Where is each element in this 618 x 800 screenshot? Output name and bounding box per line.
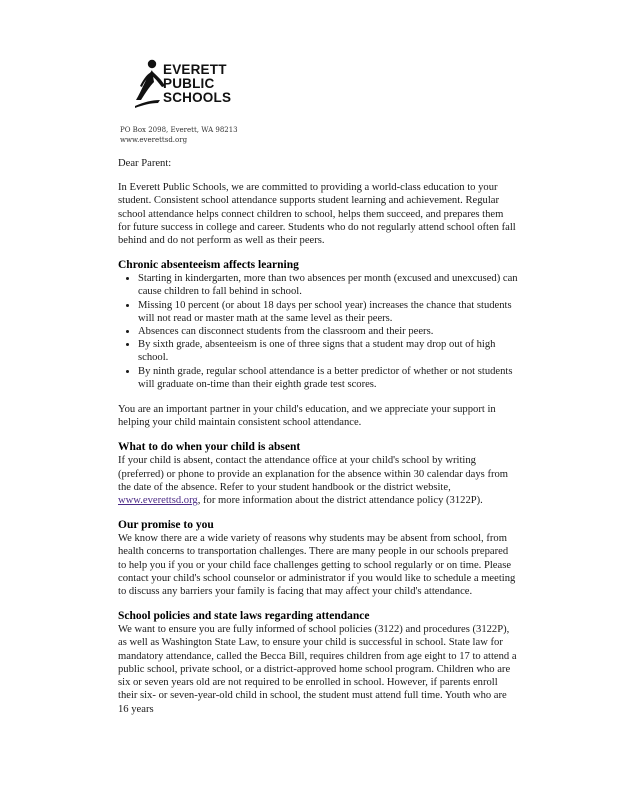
policies-paragraph: We want to ensure you are fully informed of school policies (3122) and procedures (3122P), as well as Washington State Law, to ensure your child is successful in school. State law for mandatory attendance, called the Becca Bill, requires children from age eight to 17 to attend a public school, private school, or a district-approved home school program. Children who are six or seven years old are not required to be enrolled in school. However, if parents enroll their six- or seven-year-old child in school, the student must attend full time. Youth who are 16 years <box>118 624 517 715</box>
list-item: • By sixth grade, absenteeism is one of three signs that a student may drop out of high school. <box>138 338 518 364</box>
district-address <box>120 125 238 145</box>
address-website: www.everettsd.org <box>120 136 188 144</box>
list-item: • Absences can disconnect students from the classroom and their peers. <box>138 325 518 338</box>
absenteeism-list <box>118 272 518 391</box>
partner-paragraph: You are an important partner in your child's education, and we appreciate your support in helping your child maintain consistent school attendance. <box>118 404 496 429</box>
promise-paragraph: We know there are a wide variety of reasons why students may be absent from school, from health concerns to transportation challenges. There are many people in our schools prepared to help you if you or your child face challenges getting to school regularly or on time. Please contact your child's school counselor or administrator if you would like to schedule a meeting to discuss any barriers your family is facing that may affect your child's attendance. <box>118 533 516 598</box>
logo-wordmark <box>163 63 231 105</box>
section-heading-absent: What to do when your child is absent <box>118 441 301 454</box>
list-item: • By ninth grade, regular school attendance is a better predictor of whether or not students will graduate on-time than their eighth grade test scores. <box>138 365 518 391</box>
logo-line-2: PUBLIC <box>163 76 215 91</box>
logo-line-3: SCHOOLS <box>163 90 232 105</box>
section-heading-policies: School policies and state laws regarding attendance <box>118 610 370 623</box>
list-item: • Starting in kindergarten, more than two absences per month (excused and unexcused) can cause children to fall behind in school. <box>138 272 518 298</box>
letter-body <box>118 157 518 727</box>
greeting: Dear Parent: <box>118 158 172 169</box>
section-heading-absenteeism: Chronic absenteeism affects learning <box>118 259 299 272</box>
section-heading-promise: Our promise to you <box>118 519 214 532</box>
absent-paragraph <box>118 454 518 507</box>
list-item: • Missing 10 percent (or about 18 days per school year) increases the chance that students will not read or master math at the same level as their peers. <box>138 299 518 325</box>
district-website-link[interactable]: www.everettsd.org <box>118 495 198 507</box>
address-line: PO Box 2098, Everett, WA 98213 <box>120 126 238 134</box>
intro-paragraph: In Everett Public Schools, we are committed to providing a world-class education to your student. Consistent school attendance supports student learning and achievement. Regular school attendance helps connect children to school, helps them succeed, and prepares them for future success in college and career. Students who do not regularly attend school often fall behind and do not perform as well as their peers. <box>118 182 516 247</box>
absent-text-1: If your child is absent, contact the attendance office at your child's school by writing (preferred) or phone to provide an explanation for the absence within 30 calendar days from the date of the absence. Refer to your student handbook or the district website, <box>118 455 509 493</box>
logo-line-1: EVERETT <box>163 62 227 77</box>
absent-text-2: , for more information about the district attendance policy (3122P). <box>197 495 483 507</box>
